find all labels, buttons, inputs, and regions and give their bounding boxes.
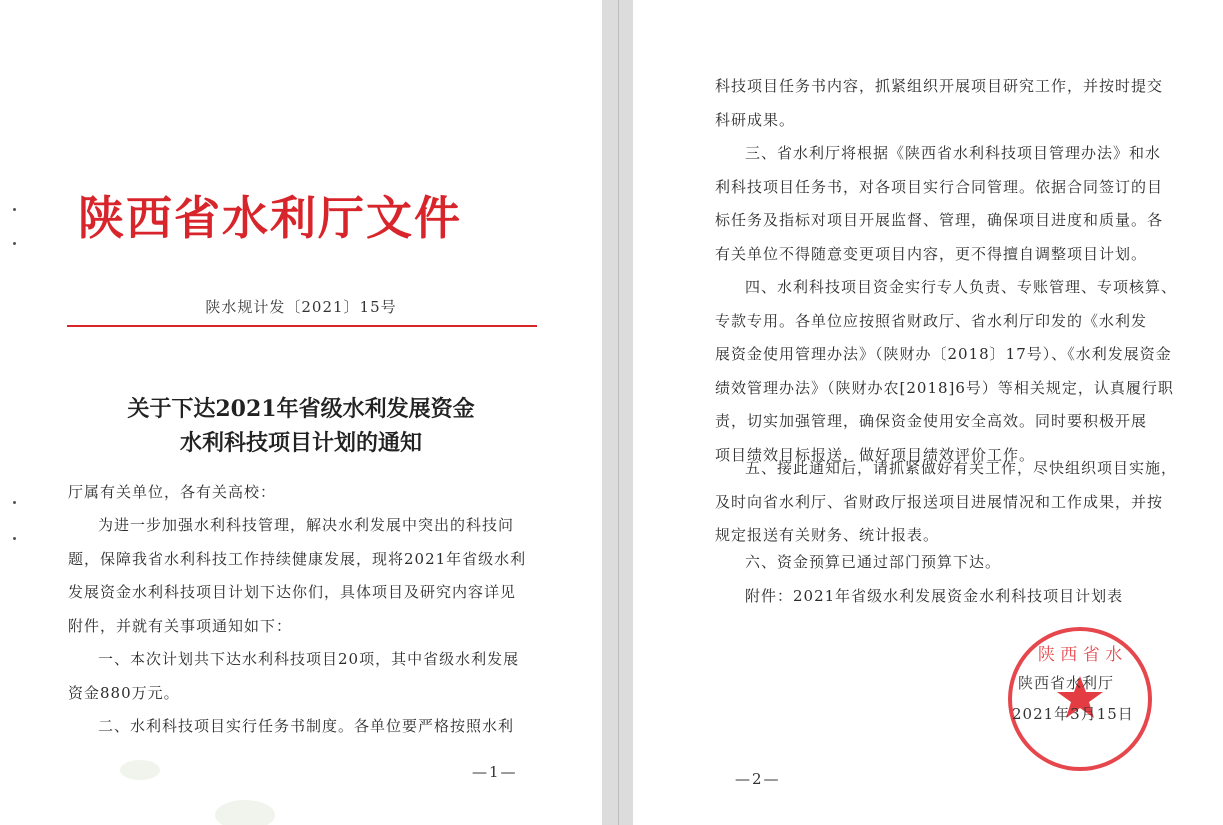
- salutation: [68, 476, 543, 510]
- item-6-paragraph: [715, 546, 1193, 580]
- text-line: 标任务及指标对项目开展监督、管理，确保项目进度和质量。各: [715, 211, 1164, 229]
- text-line: 二、水利科技项目实行任务书制度。各单位要严格按照水利: [98, 717, 515, 735]
- attachment-text: 附件：2021年省级水利发展资金水利科技项目计划表: [745, 587, 1124, 605]
- text-line: 利科技项目任务书，对各项目实行合同管理。依据合同签订的目: [715, 177, 1164, 196]
- attachment-line: [715, 580, 1193, 614]
- text-line: 责，切实加强管理，确保资金使用安全高效。同时要积极开展: [715, 412, 1148, 430]
- text-line: 项目绩效目标报送，做好项目绩效评价工作。: [715, 445, 1036, 464]
- salutation-text: 厅属有关单位，各有关高校：: [68, 483, 277, 501]
- text-line: 附件，并就有关事项通知如下：: [68, 616, 293, 635]
- text-line: 科技项目任务书内容，抓紧组织开展项目研究工作，并按时提交: [715, 77, 1164, 95]
- page-number-2: —2—: [735, 770, 781, 788]
- seal-arc-text: 陕 西 省 水: [1037, 645, 1123, 665]
- text-line: 一、本次计划共下达水利科技项目20项，其中省级水利发展: [98, 650, 520, 668]
- text-line: 规定报送有关财务、统计报表。: [715, 526, 940, 544]
- text-line: 为进一步加强水利科技管理，解决水利发展中突出的科技问: [98, 516, 515, 534]
- notice-title-line-1: 关于下达2021年省级水利发展资金: [127, 396, 475, 422]
- intro-paragraph: [68, 509, 543, 643]
- text-line: 三、省水利厅将根据《陕西省水利科技项目管理办法》和水: [745, 144, 1162, 162]
- scan-smudge: [120, 760, 160, 780]
- text-line: 专款专用。各单位应按照省财政厅、省水利厅印发的《水利发: [715, 311, 1148, 330]
- document-number: 陕水规计发〔2021〕15号: [205, 298, 397, 316]
- text-line: 绩效管理办法》（陕财办农[2018]6号）等相关规定，认真履行职: [715, 378, 1174, 397]
- text-line: 发展资金水利科技项目计划下达你们，具体项目及研究内容详见: [68, 583, 517, 601]
- item-2-continued: [715, 70, 1193, 137]
- item-2-paragraph: [68, 710, 543, 744]
- page-number-1: —1—: [472, 763, 518, 781]
- text-line: 展资金使用管理办法》（陕财办〔2018〕17号）、《水利发展资金: [715, 345, 1172, 363]
- scan-speck: [13, 537, 16, 540]
- text-line: 四、水利科技项目资金实行专人负责、专账管理、专项核算、: [745, 278, 1178, 296]
- scan-smudge: [215, 800, 275, 825]
- official-seal-icon: [1005, 624, 1155, 774]
- text-line: 六、资金预算已通过部门预算下达。: [745, 553, 1002, 571]
- signer-name: 陕西省水利厅: [1018, 674, 1115, 692]
- page-divider: [618, 0, 619, 825]
- text-line: 有关单位不得随意变更项目内容，更不得擅自调整项目计划。: [715, 244, 1148, 263]
- item-4-paragraph: [715, 271, 1193, 472]
- issue-date: 2021年3月15日: [1012, 705, 1134, 723]
- text-line: 及时向省水利厅、省财政厅报送项目进展情况和工作成果，并按: [715, 492, 1164, 511]
- item-3-paragraph: [715, 137, 1193, 271]
- header-red-rule: [67, 325, 537, 327]
- scan-speck: [13, 501, 16, 504]
- item-5-paragraph: [715, 452, 1193, 553]
- text-line: 资金880万元。: [68, 683, 180, 702]
- scan-speck: [13, 208, 16, 211]
- text-line: 科研成果。: [715, 110, 796, 129]
- document-header-title: 陕西省水利厅文件: [78, 191, 462, 245]
- text-line: 五、接此通知后，请抓紧做好有关工作，尽快组织项目实施，: [745, 459, 1178, 477]
- scan-speck: [13, 242, 16, 245]
- document-page-1[interactable]: [0, 0, 602, 825]
- text-line: 题，保障我省水利科技工作持续健康发展，现将2021年省级水利: [68, 549, 527, 568]
- notice-title-line-2: 水利科技项目计划的通知: [179, 430, 422, 456]
- item-1-paragraph: [68, 643, 543, 710]
